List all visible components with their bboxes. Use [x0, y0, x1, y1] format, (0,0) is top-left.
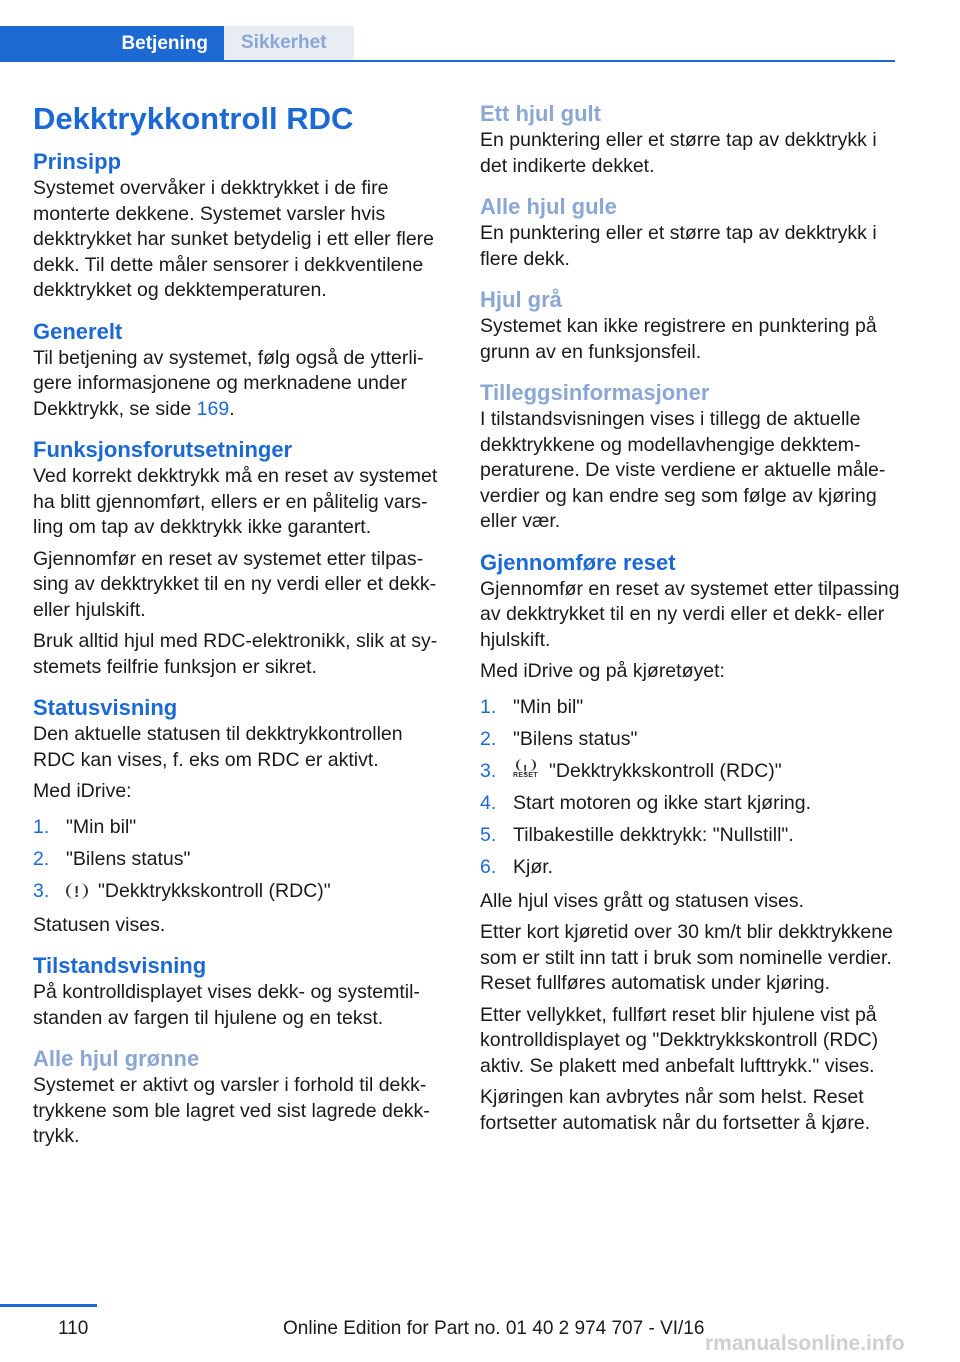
edition-footer: Online Edition for Part no. 01 40 2 974 707 - VI/16 — [283, 1318, 705, 1339]
list-item — [480, 851, 900, 883]
list-item — [33, 875, 450, 907]
page-title: Dekktrykkontroll RDC — [33, 101, 354, 136]
step-number: 1. — [33, 815, 50, 838]
step-text: "Dekktrykkskontroll (RDC)" — [98, 879, 331, 902]
heading-alle-hjul-gule: Alle hjul gule — [480, 194, 617, 219]
section-gjennomfore-reset — [480, 549, 900, 1137]
step-number: 4. — [480, 791, 497, 814]
right-column — [480, 100, 900, 1150]
section-alle-hjul-gronne — [33, 1045, 450, 1150]
left-column — [33, 100, 450, 1164]
step-text: "Bilens status" — [513, 727, 638, 750]
page-link-169[interactable]: 169 — [196, 397, 230, 420]
section-prinsipp — [33, 148, 450, 304]
list-item — [480, 691, 900, 723]
text-reset-4: Etter kort kjøretid over 30 km/t blir dekktrykkene som er stilt inn tatt i bruk som nominelle verdier. Reset fullføres automatisk under kjøring. — [480, 921, 893, 994]
reset-steps-list — [480, 691, 900, 883]
section-tilstandsvisning — [33, 952, 450, 1031]
step-text: Kjør. — [513, 855, 554, 878]
text-funksjon-3: Bruk alltid hjul med RDC-elektronikk, slik at systemets feilfrie funksjon er sikret. — [33, 630, 438, 678]
step-text: "Bilens status" — [66, 847, 191, 870]
text-prinsipp: Systemet overvåker i dekktrykket i de fire monterte dekkene. Systemet varsler hvis dekktrykket har sunket betydelig i ett eller flere dekk. Til dette måler sensorer i dekkventilene dekktrykket og dekktemperaturen. — [33, 177, 435, 301]
heading-gjennomfore-reset: Gjennomføre reset — [480, 549, 676, 575]
step-number: 3. — [33, 879, 50, 902]
step-text: "Dekktrykkskontroll (RDC)" — [549, 759, 782, 782]
text-gule: En punktering eller et større tap av dekktrykk i flere dekk. — [480, 222, 877, 270]
text-gronne: Systemet er aktivt og varsler i forhold til dekktrykkene som ble lagret ved sist lagrede dekktrykk. — [33, 1074, 430, 1147]
step-number: 5. — [480, 823, 497, 846]
text-gult: En punktering eller et større tap av dekktrykk i det indikerte dekket. — [480, 129, 877, 177]
list-item — [480, 819, 900, 851]
section-tilleggsinformasjoner — [480, 379, 900, 535]
reset-icon-dome — [516, 759, 536, 771]
heading-funksjonsforutsetninger: Funksjonsforutsetninger — [33, 437, 293, 462]
tab-betjening[interactable]: Betjening — [0, 26, 224, 62]
reset-icon-label: RESET — [513, 771, 538, 779]
step-text: Start motoren og ikke start kjøring. — [513, 791, 812, 814]
text-reset-1: Gjennomfør en reset av systemet etter tilpassing av dekktrykket til en ny verdi eller et dekk- eller hjulskift. — [480, 577, 900, 651]
heading-hjul-gra: Hjul grå — [480, 287, 562, 312]
section-hjul-gra — [480, 286, 900, 365]
step-text: "Min bil" — [513, 695, 584, 718]
tab-sikkerhet[interactable]: Sikkerhet — [224, 26, 354, 60]
step-number: 6. — [480, 855, 497, 878]
heading-tilstandsvisning: Tilstandsvisning — [33, 953, 207, 978]
text-reset-2: Med iDrive og på kjøretøyet: — [480, 660, 725, 682]
step-number: 1. — [480, 695, 497, 718]
heading-prinsipp: Prinsipp — [33, 149, 122, 174]
heading-statusvisning: Statusvisning — [33, 695, 178, 720]
section-ett-hjul-gult — [480, 100, 900, 179]
step-text: "Min bil" — [66, 815, 137, 838]
text-funksjon-2: Gjennomfør en reset av systemet etter tilpassing av dekktrykket til en ny verdi eller et dekk- eller hjulskift. — [33, 547, 437, 621]
section-funksjonsforutsetninger — [33, 436, 450, 680]
step-number: 3. — [480, 759, 497, 782]
tab-bar-rule — [0, 60, 895, 62]
section-statusvisning — [33, 694, 450, 938]
generelt-body: Til betjening av systemet, følg også de ytterligere informasjonene og merknadene under Dekktrykk, se side — [33, 346, 424, 420]
tire-pressure-warning-icon — [66, 883, 88, 899]
heading-alle-hjul-gronne: Alle hjul grønne — [33, 1046, 200, 1071]
list-item — [480, 787, 900, 819]
text-funksjon-1: Ved korrekt dekktrykk må en reset av systemet ha blitt gjennomført, ellers er en pålitelig varsling om tap av dekktrykk ikke garantert. — [33, 465, 438, 538]
step-number: 2. — [480, 727, 497, 750]
text-reset-3: Alle hjul vises grått og statusen vises. — [480, 889, 805, 912]
watermark: rmanualsonline.info — [705, 1332, 905, 1355]
tire-pressure-reset-icon — [513, 759, 539, 783]
step-number: 2. — [33, 847, 50, 870]
heading-tilleggsinformasjoner: Tilleggsinformasjoner — [480, 380, 710, 405]
step-text: Tilbakestille dekktrykk: "Nullstill". — [513, 823, 794, 846]
chapter-tab-bar — [0, 26, 895, 62]
list-item — [480, 755, 900, 787]
page-number: 110 — [58, 1318, 89, 1339]
text-status-1: Den aktuelle statusen til dekktrykkontrollen RDC kan vises, f. eks om RDC er aktivt. — [33, 723, 403, 771]
text-tillegg: I tilstandsvisningen vises i tillegg de aktuelle dekktrykkene og modellavhengige dekktemperaturene. De viste verdiene er aktuelle måleverdier og kan endre seg som følge av kjøring eller vær. — [480, 408, 886, 532]
section-generelt — [33, 318, 450, 423]
text-tilstand: På kontrolldisplayet vises dekk- og systemtilstanden av fargen til hjulene og en tekst. — [33, 981, 420, 1029]
text-status-3: Statusen vises. — [33, 913, 166, 936]
heading-ett-hjul-gult: Ett hjul gult — [480, 101, 601, 126]
text-generelt — [33, 346, 450, 423]
footer-rule — [0, 1304, 97, 1307]
heading-generelt: Generelt — [33, 318, 123, 344]
text-status-2: Med iDrive: — [33, 780, 132, 802]
generelt-end: . — [229, 397, 235, 420]
list-item — [33, 811, 450, 843]
status-steps-list — [33, 811, 450, 907]
list-item — [33, 843, 450, 875]
list-item — [480, 723, 900, 755]
section-alle-hjul-gule — [480, 193, 900, 272]
text-reset-6: Kjøringen kan avbrytes når som helst. Reset fortsetter automatisk når du fortsetter å kjøre. — [480, 1086, 871, 1134]
text-reset-5: Etter vellykket, fullført reset blir hjulene vist på kontrolldisplayet og "Dekktrykkskontroll (RDC) aktiv. Se plakett med anbefalt lufttrykk." vises. — [480, 1003, 879, 1077]
text-gra: Systemet kan ikke registrere en punktering på grunn av en funksjonsfeil. — [480, 315, 877, 363]
